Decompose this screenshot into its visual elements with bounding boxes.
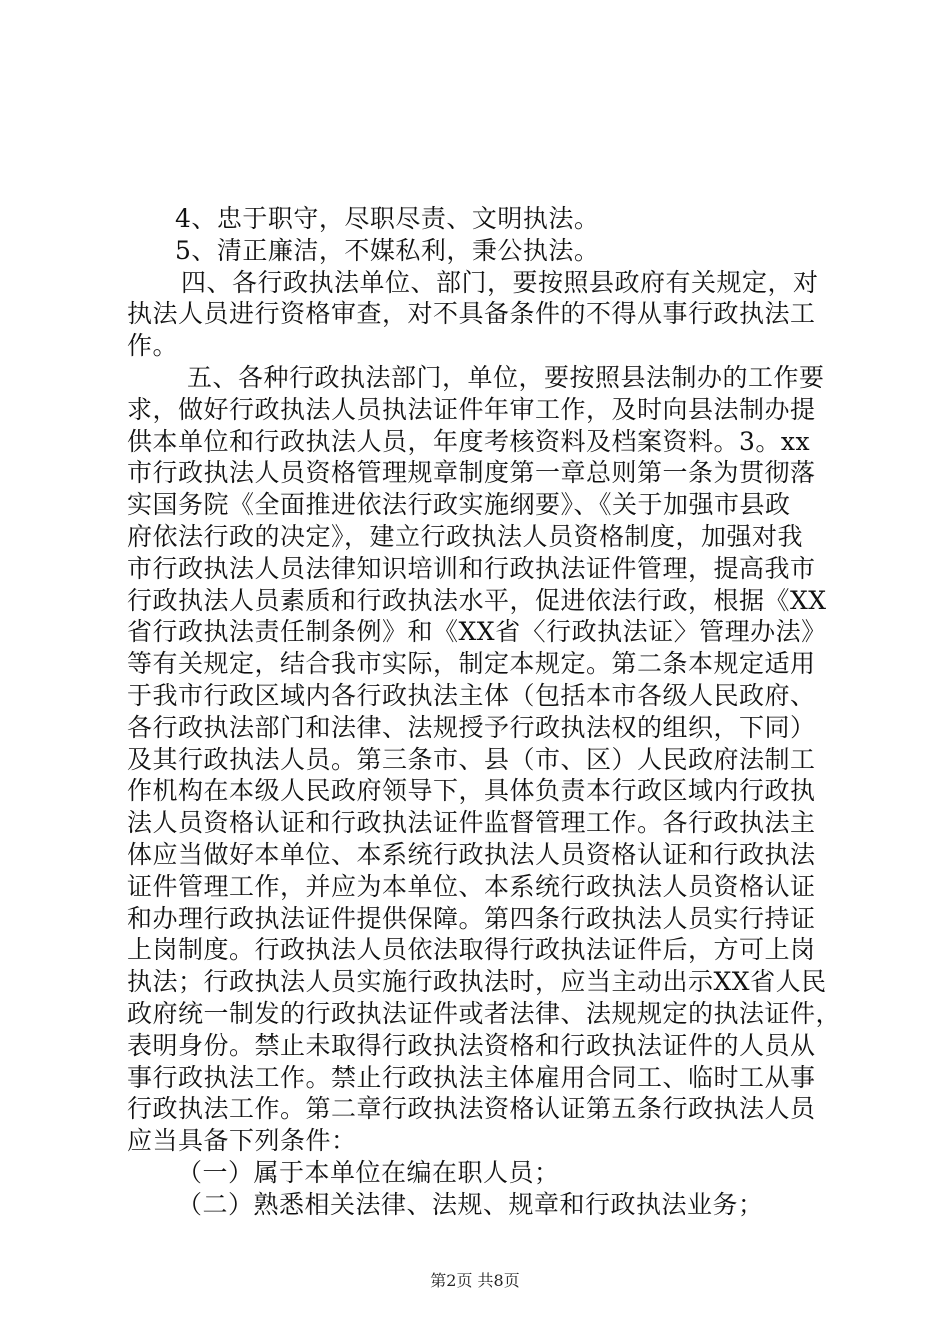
text-line: 府依法行政的决定》，建立行政执法人员资格制度，加强对我 [127,521,804,551]
text-line: 行政执法人员素质和行政执法水平，促进依法行政，根据《XX [127,585,827,615]
text-line: 事行政执法工作。禁止行政执法主体雇用合同工、临时工从事 [127,1062,816,1092]
page-number-footer: 第2页 共8页 [430,1271,520,1290]
text-line: 供本单位和行政执法人员，年度考核资料及档案资料。3。xx [127,426,811,456]
document-body [127,203,842,1221]
text-line: （一）属于本单位在编在职人员； [177,1157,560,1187]
text-line: 市行政执法人员资格管理规章制度第一章总则第一条为贯彻落 [127,458,816,488]
text-line: （二）熟悉相关法律、法规、规章和行政执法业务； [177,1189,764,1219]
text-line: 上岗制度。行政执法人员依法取得行政执法证件后，方可上岗 [127,935,816,965]
text-line: 执法；行政执法人员实施行政执法时，应当主动出示XX省人民 [127,967,827,997]
text-line: 法人员资格认证和行政执法证件监督管理工作。各行政执法主 [127,808,816,838]
text-line: 求，做好行政执法人员执法证件年审工作，及时向县法制办提 [127,394,816,424]
text-line: 五、各种行政执法部门，单位，要按照县法制办的工作要 [187,362,825,392]
text-line: 各行政执法部门和法律、法规授予行政执法权的组织，下同） [127,712,816,742]
text-line: 等有关规定，结合我市实际，制定本规定。第二条本规定适用 [127,649,816,679]
text-line: 作机构在本级人民政府领导下，具体负责本行政区域内行政执 [127,776,816,806]
text-line: 及其行政执法人员。第三条市、县（市、区）人民政府法制工 [127,744,816,774]
text-line: 政府统一制发的行政执法证件或者法律、法规规定的执法证件， [127,998,842,1028]
text-line: 表明身份。禁止未取得行政执法资格和行政执法证件的人员从 [127,1030,816,1060]
text-line: 四、各行政执法单位、部门，要按照县政府有关规定，对 [181,267,819,297]
text-line: 证件管理工作，并应为本单位、本系统行政执法人员资格认证 [127,871,816,901]
text-line: 和办理行政执法证件提供保障。第四条行政执法人员实行持证 [127,903,816,933]
text-line: 实国务院《全面推进依法行政实施纲要》、《关于加强市县政 [127,490,791,520]
text-line: 作。 [127,331,179,361]
text-line: 执法人员进行资格审查，对不具备条件的不得从事行政执法工 [127,299,816,329]
text-line: 体应当做好本单位、本系统行政执法人员资格认证和行政执法 [127,839,816,869]
text-line: 于我市行政区域内各行政执法主体（包括本市各级人民政府、 [127,680,816,710]
text-line: 4、忠于职守，尽职尽责、文明执法。 [175,204,600,233]
text-line: 市行政执法人员法律知识培训和行政执法证件管理，提高我市 [127,553,816,583]
text-line: 应当具备下列条件： [127,1126,357,1156]
text-line: 行政执法工作。第二章行政执法资格认证第五条行政执法人员 [127,1094,816,1124]
text-line: 省行政执法责任制条例》和《XX省〈行政执法证〉管理办法》 [127,617,827,647]
text-line: 5、清正廉洁，不媒私利，秉公执法。 [175,235,600,265]
